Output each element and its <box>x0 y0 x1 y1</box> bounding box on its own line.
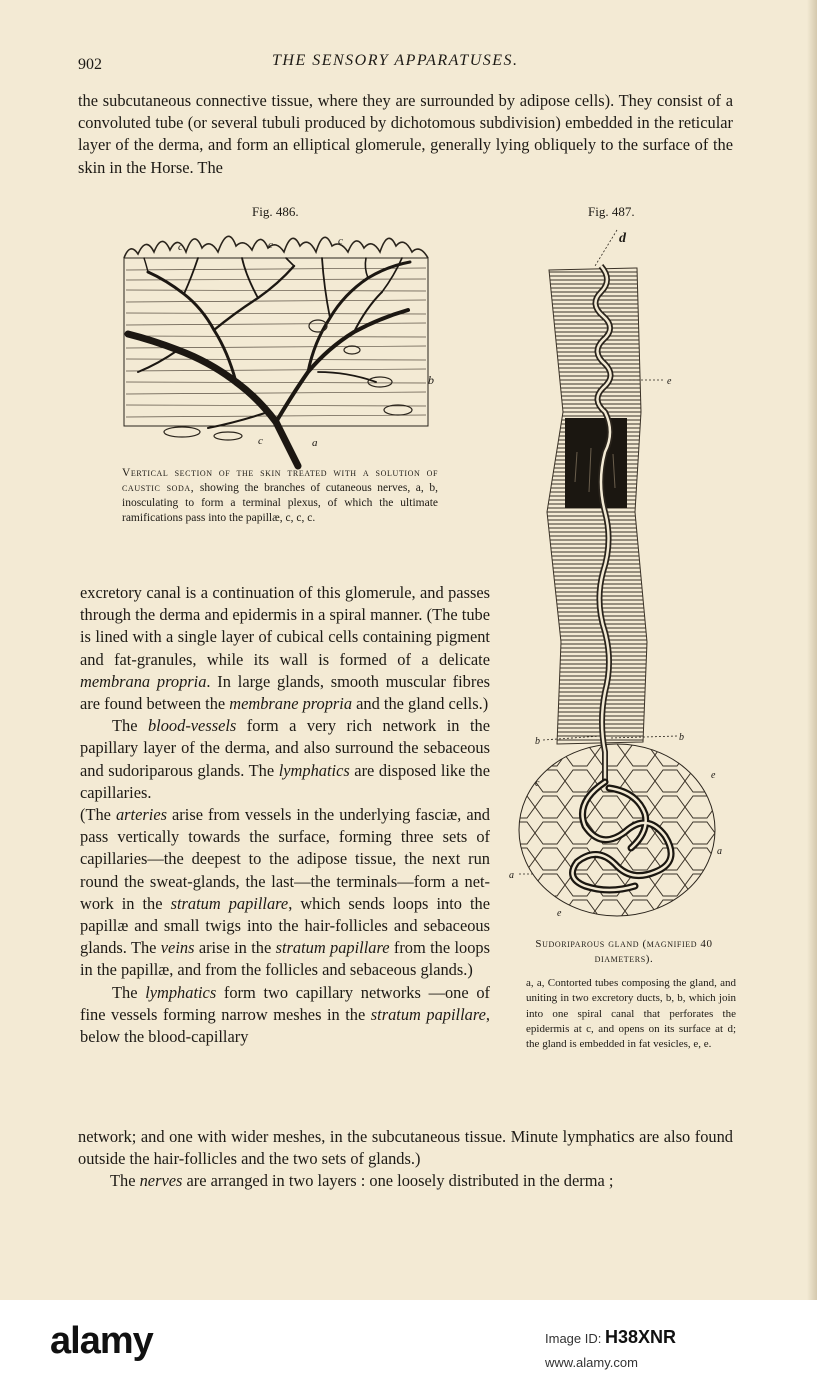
text-run: The <box>110 1171 140 1191</box>
paragraph-top: the subcutaneous connective tissue, where they are surrounded by adipose cells). They consist of a convoluted tube (or several tubuli produced by dichotomous subdivision) embedded in the reticular layer of the derma, and form an elliptical glomerule, generally lying obliquely to the surface of the skin in the Horse. The <box>78 91 733 177</box>
paragraph-lymphatics <box>80 982 490 1049</box>
text-run: arise from vessels in the underlying fasciæ, and pass vertically towards the surface, forming three sets of capillaries—the deepest to the adipose tissue, the next run round the sweat-glands, the last—the terminals—form a net-work in the <box>80 805 490 913</box>
fig-487-letter-e1: e <box>667 376 672 387</box>
fig-486-letter-c3: c <box>338 235 343 247</box>
fig-487-letter-b1: b <box>535 736 540 747</box>
image-id: H38XNR <box>604 1327 677 1347</box>
image-id-block <box>545 1325 676 1375</box>
text-run: and the gland cells.) <box>352 694 489 714</box>
fig-487-letter-c: c <box>535 778 540 789</box>
bottom-text <box>78 1126 733 1193</box>
text-run: form two capillary networks —one of fine vessels forming narrow meshes in the <box>80 982 490 1024</box>
italic-run: stratum papillare <box>275 938 390 958</box>
text-run: , which sends loops into the papillæ and small twigs into the hair-follicles and sebaceous glands. The <box>80 893 490 958</box>
italic-run: nerves <box>139 1171 183 1191</box>
italic-run: lymphatics <box>145 982 217 1002</box>
fig-487-caption-title: Sudoriparous gland (magnified 40 diameters). <box>535 938 713 965</box>
italic-run: blood-vessels <box>147 716 237 736</box>
text-run: excretory canal is a continuation of this glomerule, and passes through the derma and epidermis in a spiral manner. (The tube is lined with a single layer of cubical cells containing pigment and fat-granules, while its wall is formed of a delicate <box>80 583 490 669</box>
text-run: . In large glands, smooth muscular fibres are found between the <box>80 671 490 714</box>
fig-487-caption-body: a, a, Contorted tubes composing the gland, and uniting in two excretory ducts, b, b, which join into one spiral canal that perforates the epidermis at c, and opens on its surface at d; the gland is embedded in fat vesicles, e, e. <box>526 977 736 1051</box>
fig-487-illustration <box>505 222 745 922</box>
text-run: The <box>112 982 146 1002</box>
fig-487-letter-d: d <box>619 231 626 246</box>
fig-486-letter-b: b <box>428 373 434 387</box>
text-run: from the loops in the papillæ, and from the follicles and sebaceous glands.) <box>80 938 490 980</box>
text-run: The <box>112 716 148 736</box>
page-number: 902 <box>78 56 102 73</box>
stock-url: www.alamy.com <box>545 1355 638 1370</box>
text-run: are arranged in two layers : one loosely distributed in the derma ; <box>182 1171 614 1191</box>
paragraph-network: network; and one with wider meshes, in the subcutaneous tissue. Minute lymphatics are also found outside the hair-follicles and the two sets of glands.) <box>78 1127 733 1169</box>
left-column <box>80 582 490 1048</box>
paragraph-excretory <box>80 582 490 715</box>
fig-486-letter-c4: c <box>258 435 263 447</box>
italic-run: veins <box>160 938 195 958</box>
fig-486-illustration <box>118 222 436 472</box>
paragraph-blood-vessels <box>80 715 490 804</box>
fig-486-label: Fig. 486. <box>252 204 299 219</box>
image-id-label: Image ID: <box>545 1331 602 1346</box>
fig-486-letter-a: a <box>312 437 318 449</box>
italic-run: stratum papillare <box>170 893 289 913</box>
fig-487-letter-e3: e <box>557 908 562 919</box>
text-run: are disposed like the capillaries. <box>80 760 491 802</box>
fig-487-letter-a2: a <box>509 870 514 881</box>
text-run: form a very rich network in the papillary layer of the derma, and also surround the sebaceous and sudoriparous glands. The <box>80 716 490 780</box>
italic-run: stratum papillare <box>370 1004 486 1024</box>
italic-run: arteries <box>115 805 167 825</box>
fig-487-letter-b2: b <box>679 732 684 743</box>
fig-487-letter-e2: e <box>711 770 716 781</box>
alamy-logo: alamy <box>50 1320 153 1362</box>
running-title: THE SENSORY APPARATUSES. <box>272 52 519 69</box>
fig-487-label: Fig. 487. <box>588 204 635 219</box>
fig-487-letter-a1: a <box>717 846 722 857</box>
italic-run: membrana propria <box>80 671 207 691</box>
image-id-row <box>545 1325 676 1351</box>
fig-486-caption-rest: showing the branches of cutaneous nerves, a, b, inosculating to form a terminal plexus, of which the ultimate ramifications pass into the papillæ, c, c, c. <box>122 482 438 524</box>
fig-486-letter-c1: c <box>178 241 183 253</box>
text-run: arise in the <box>194 938 276 958</box>
fig-486-caption <box>122 466 438 526</box>
italic-run: membrane propria <box>229 694 353 714</box>
fig-486-letter-c2: c <box>268 239 273 251</box>
text-run: , below the blood-capillary <box>80 1004 490 1047</box>
italic-run: lymphatics <box>278 760 350 780</box>
fig-486-caption-lead: Vertical section of the skin treated with a solution of caustic soda, <box>122 467 438 494</box>
text-run: (The <box>80 805 116 825</box>
paragraph-nerves <box>78 1170 733 1192</box>
paragraph-arteries <box>80 804 490 982</box>
